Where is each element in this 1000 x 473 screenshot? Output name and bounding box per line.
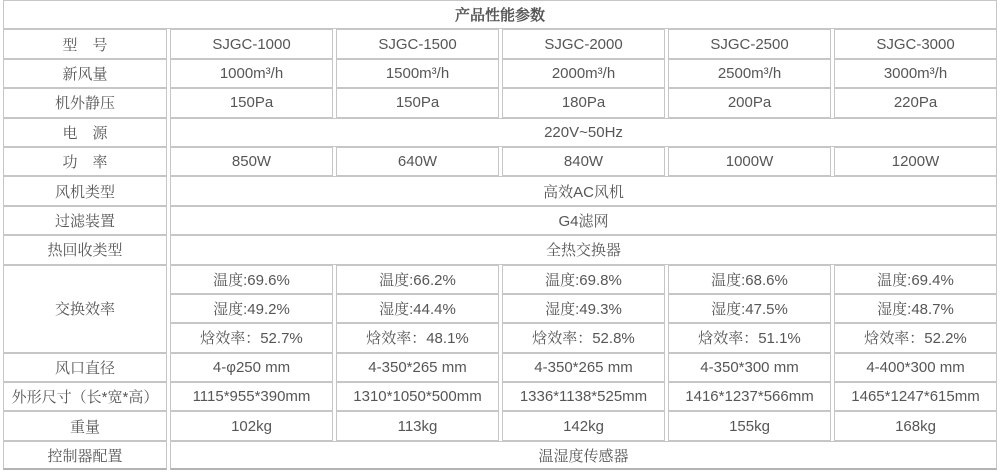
spec-cell: 焓效率：52.8%: [502, 323, 665, 352]
spec-cell: 1115*955*390mm: [170, 382, 333, 411]
row-label-dimensions: 外形尺寸（长*宽*高）: [3, 382, 167, 411]
spec-cell: 1310*1050*500mm: [336, 382, 499, 411]
spec-cell: 180Pa: [502, 88, 665, 117]
row-label-heat-recovery-type: 热回收类型: [3, 235, 167, 264]
table-row-heat-recovery-type: [3, 235, 997, 264]
row-label-exchange-efficiency: 交换效率: [3, 265, 167, 353]
spec-cell: 焓效率：51.1%: [668, 323, 831, 352]
row-label-controller: 控制器配置: [3, 441, 167, 470]
table-row-controller: [3, 441, 997, 470]
spec-cell: 850W: [170, 147, 333, 176]
row-label-model: 型 号: [3, 29, 167, 58]
table-row-power-supply: [3, 118, 997, 147]
spec-cell: 温度:68.6%: [668, 265, 831, 294]
spec-cell-span: 高效AC风机: [170, 176, 997, 205]
spec-cell: SJGC-2000: [502, 29, 665, 58]
spec-cell: 1000m³/h: [170, 59, 333, 88]
row-label-weight: 重量: [3, 411, 167, 440]
spec-cell: 150Pa: [336, 88, 499, 117]
table-row-duct-diameter: [3, 353, 997, 382]
spec-cell: 2500m³/h: [668, 59, 831, 88]
spec-cell: SJGC-2500: [668, 29, 831, 58]
spec-cell: 200Pa: [668, 88, 831, 117]
spec-cell: 温度:69.6%: [170, 265, 333, 294]
table-row-static-pressure: [3, 88, 997, 117]
spec-cell: 温度:66.2%: [336, 265, 499, 294]
row-label-filter: 过滤装置: [3, 206, 167, 235]
spec-cell: 102kg: [170, 411, 333, 440]
table-title: 产品性能参数: [3, 0, 997, 29]
spec-cell: 4-400*300 mm: [834, 353, 997, 382]
spec-cell-span: 220V~50Hz: [170, 118, 997, 147]
spec-cell: 湿度:47.5%: [668, 294, 831, 323]
table-row-dimensions: [3, 382, 997, 411]
row-label-duct-diameter: 风口直径: [3, 353, 167, 382]
table-row-fan-type: [3, 176, 997, 205]
spec-cell: SJGC-3000: [834, 29, 997, 58]
spec-cell: 湿度:44.4%: [336, 294, 499, 323]
table-row-weight: [3, 411, 997, 440]
spec-cell: 1416*1237*566mm: [668, 382, 831, 411]
spec-cell-span: G4滤网: [170, 206, 997, 235]
spec-cell: 4-350*265 mm: [336, 353, 499, 382]
spec-cell: 焓效率：52.2%: [834, 323, 997, 352]
table-row-airflow: [3, 59, 997, 88]
spec-cell: 220Pa: [834, 88, 997, 117]
table-row-power: [3, 147, 997, 176]
spec-cell: 1000W: [668, 147, 831, 176]
spec-cell: 1500m³/h: [336, 59, 499, 88]
spec-cell: 4-φ250 mm: [170, 353, 333, 382]
title-row: [3, 0, 997, 29]
spec-cell: 湿度:48.7%: [834, 294, 997, 323]
spec-cell: 640W: [336, 147, 499, 176]
spec-cell: 焓效率：52.7%: [170, 323, 333, 352]
spec-cell: 3000m³/h: [834, 59, 997, 88]
spec-cell: 焓效率：48.1%: [336, 323, 499, 352]
row-label-airflow: 新风量: [3, 59, 167, 88]
spec-cell-span: 温湿度传感器: [170, 441, 997, 470]
row-label-fan-type: 风机类型: [3, 176, 167, 205]
table-row-exchange-efficiency-temp: [3, 265, 997, 294]
spec-cell: 温度:69.4%: [834, 265, 997, 294]
spec-cell: 142kg: [502, 411, 665, 440]
spec-cell: 168kg: [834, 411, 997, 440]
spec-cell-span: 全热交换器: [170, 235, 997, 264]
table-row-model: [3, 29, 997, 58]
spec-cell: 155kg: [668, 411, 831, 440]
spec-cell: 1200W: [834, 147, 997, 176]
table-row-filter: [3, 206, 997, 235]
row-label-static-pressure: 机外静压: [3, 88, 167, 117]
spec-cell: 840W: [502, 147, 665, 176]
row-label-power: 功 率: [3, 147, 167, 176]
spec-cell: 2000m³/h: [502, 59, 665, 88]
spec-cell: 4-350*265 mm: [502, 353, 665, 382]
spec-cell: 湿度:49.3%: [502, 294, 665, 323]
spec-cell: SJGC-1000: [170, 29, 333, 58]
spec-cell: 温度:69.8%: [502, 265, 665, 294]
spec-cell: 150Pa: [170, 88, 333, 117]
spec-cell: 113kg: [336, 411, 499, 440]
spec-cell: 1336*1138*525mm: [502, 382, 665, 411]
row-label-power-supply: 电 源: [3, 118, 167, 147]
spec-cell: 1465*1247*615mm: [834, 382, 997, 411]
spec-cell: 湿度:49.2%: [170, 294, 333, 323]
spec-cell: SJGC-1500: [336, 29, 499, 58]
spec-cell: 4-350*300 mm: [668, 353, 831, 382]
